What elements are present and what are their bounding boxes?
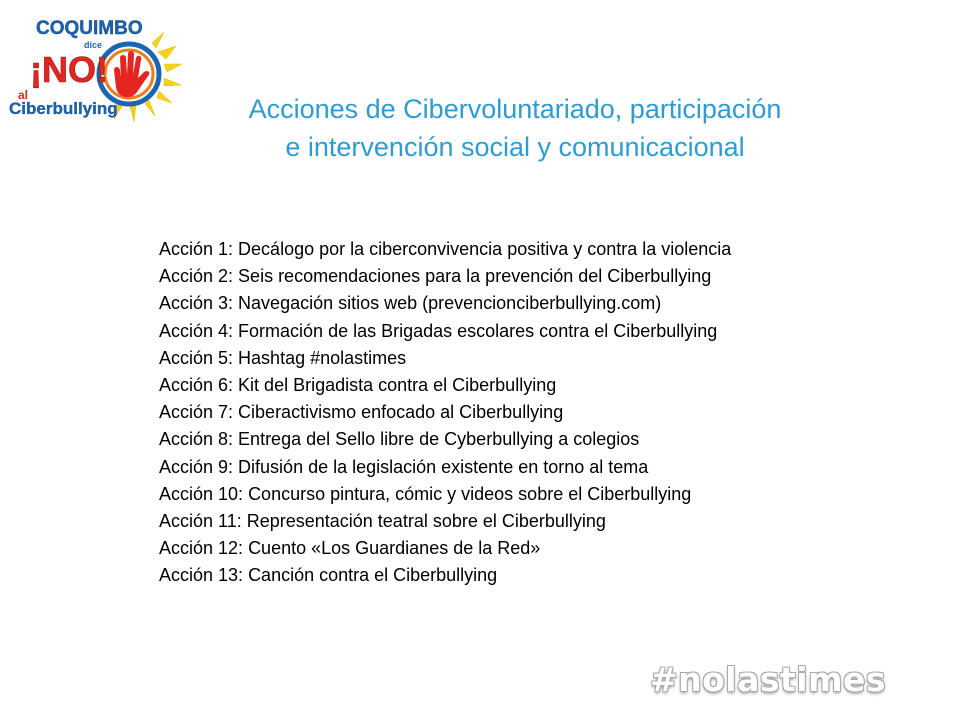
action-item	[159, 535, 919, 562]
action-item	[159, 372, 919, 399]
actions-list	[159, 236, 919, 590]
logo-city: COQUIMBO	[36, 18, 143, 39]
action-label: Acción 7:	[159, 402, 234, 423]
action-item	[159, 236, 919, 263]
title-line-1: Acciones de Cibervoluntariado, participación	[248, 94, 782, 124]
action-text: Representación teatral sobre el Ciberbullying	[246, 511, 606, 532]
action-label: Acción 3:	[159, 293, 234, 314]
action-label: Acción 6:	[159, 375, 234, 396]
logo-ciberbullying: Ciberbullying	[9, 99, 118, 118]
action-text: Kit del Brigadista contra el Ciberbullying	[238, 375, 557, 396]
action-label: Acción 9:	[159, 456, 234, 477]
action-text: Cuento «Los Guardianes de la Red»	[248, 538, 541, 559]
action-text: Ciberactivismo enfocado al Ciberbullying	[238, 402, 564, 423]
action-item	[159, 263, 919, 290]
action-text: Difusión de la legislación existente en torno al tema	[238, 456, 649, 477]
action-label: Acción 1:	[159, 239, 234, 259]
action-text: Concurso pintura, cómic y videos sobre el Ciberbullying	[248, 483, 692, 504]
logo-no: ¡NO!	[30, 49, 108, 90]
action-item	[159, 345, 919, 372]
action-item	[159, 454, 919, 481]
action-item	[159, 399, 919, 426]
logo-dice: dice	[84, 40, 103, 50]
action-label: Acción 2:	[159, 266, 234, 287]
logo-al: al	[18, 88, 29, 102]
action-text: Decálogo por la ciberconvivencia positiva y contra la violencia	[238, 239, 732, 259]
action-item	[159, 508, 919, 535]
action-label: Acción 5:	[159, 347, 234, 368]
action-text: Seis recomendaciones para la prevención del Ciberbullying	[238, 266, 712, 287]
action-label: Acción 4:	[159, 320, 234, 341]
action-text: Canción contra el Ciberbullying	[248, 565, 498, 586]
action-label: Acción 13:	[159, 565, 244, 586]
action-item	[159, 290, 919, 317]
page-title	[150, 90, 880, 166]
title-line-2: e intervención social y comunicacional	[285, 132, 745, 162]
action-text: Entrega del Sello libre de Cyberbullying a colegios	[238, 429, 640, 450]
action-label: Acción 11:	[159, 511, 242, 532]
action-item	[159, 426, 919, 453]
action-label: Acción 12:	[159, 538, 244, 559]
hashtag-watermark: #nolastimes	[649, 660, 886, 699]
action-text: Navegación sitios web (prevencionciberbullying.com)	[238, 293, 662, 314]
action-label: Acción 10:	[159, 483, 244, 504]
action-text: Formación de las Brigadas escolares contra el Ciberbullying	[238, 320, 718, 341]
action-text: Hashtag #nolastimes	[238, 347, 407, 368]
action-label: Acción 8:	[159, 429, 234, 450]
action-item	[159, 481, 919, 508]
action-item	[159, 318, 919, 345]
action-item	[159, 562, 919, 589]
